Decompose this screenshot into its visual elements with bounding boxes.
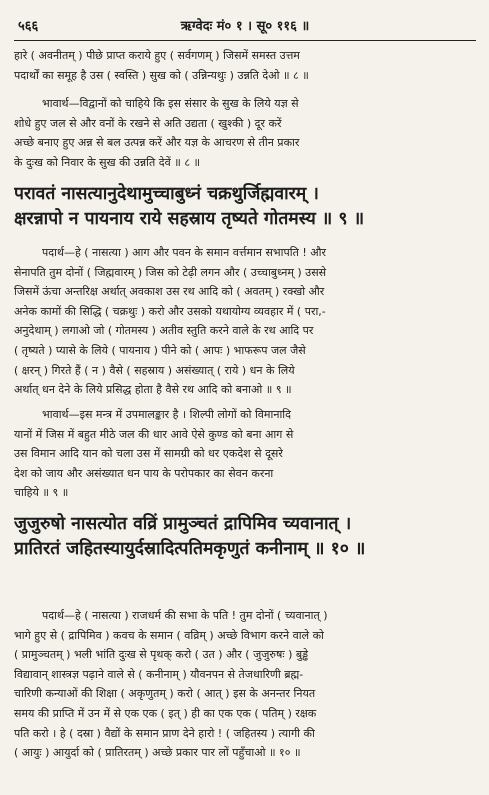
- text-line: पदार्थ—हे ( नासत्या ) आग और पवन के समान वर्त्तमान सभापति ! और: [42, 246, 327, 259]
- text-line: उस विमान आदि यान को चला उस में सामग्री को धर एकदेश से दूसरे: [14, 447, 283, 461]
- padarth-paragraph: [14, 243, 476, 400]
- continuation-paragraph: [14, 46, 476, 85]
- mantra-verse: [14, 182, 476, 232]
- bhavarth-paragraph: [14, 405, 476, 503]
- text-line: विद्यावान् शास्त्रज्ञ पढ़ाने वाले से ( कनीनाम् ) यौवनपन से तेजधारिणी ब्रह्म-: [14, 667, 304, 681]
- header-rule: [14, 40, 476, 41]
- text-line: ( क्षरन् ) गिरते हैं ( न ) वैसे ( सहस्राय ) असंख्यात् ( राये ) धन के लिये: [14, 363, 295, 377]
- text-line: अच्छे बनाए हुए अन्न से बल उत्पन्न करें और यज्ञ के आचरण से तीन प्रकार: [14, 136, 300, 150]
- text-line: देश को जाय और असंख्यात धन पाय के परोपकार का सेवन करना: [14, 466, 274, 480]
- page-header: [14, 10, 476, 34]
- text-line: ( आयुः ) आयुर्दा को ( प्रातिरतम् ) अच्छे प्रकार पार लों पहुँचाओ ॥ १० ॥: [14, 746, 301, 760]
- text-line: पदार्थ—हे ( नासत्या ) राजधर्म की सभा के पति ! तुम दोनों ( च्यवानात् ): [42, 609, 328, 622]
- text-line: सेनापति तुम दोनों ( जिह्मवारम् ) जिस को टेढ़ी लगन और ( उच्चाबुध्नम् ) उससे: [14, 265, 327, 279]
- text-line: यानों में जिस में बहुत मीठे जल की धार आवे ऐसे कुण्ड को बना आग से: [14, 427, 294, 441]
- text-line: पति करो । हे ( दस्रा ) वैद्यों के समान प्राण देने हारो ! ( जहितस्य ) त्यागी की: [14, 726, 315, 740]
- text-line: चारिणी कन्याओं की शिक्षा ( अकृणुतम् ) करो ( आत् ) इस के अनन्तर नियत: [14, 687, 316, 701]
- padarth-paragraph: [14, 606, 476, 763]
- text-line: ( तृष्यते ) प्यासे के लिये ( पायनाय ) पीने को ( आपः ) भाफरूप जल जैसे: [14, 343, 306, 357]
- bhavarth-paragraph: [14, 94, 476, 172]
- text-line: भावार्थ—विद्वानों को चाहिये कि इस संसार के सुख के लिये यज्ञ से: [42, 97, 299, 110]
- text-line: पदार्थों का समूह है उस ( स्वस्ति ) सुख को ( उन्निन्यथुः ) उन्नति देओ ॥ ८ ॥: [14, 68, 309, 82]
- running-title: ऋग्वेदः मं० १ । सू० ११६ ॥: [180, 19, 310, 34]
- text-line: भागे हुए से ( द्रापिमिव ) कवच के समान ( वव्रिम् ) अच्छे विभाग करने वाले को: [14, 628, 324, 642]
- text-line: ( प्रामुञ्चतम् ) भली भांति दुःख से पृथक् करो ( उत ) और ( जुजुरुषः ) बुड्ढे: [14, 648, 309, 662]
- verse-line: प्रातिरतं जहितस्यायुर्दस्रादित्पतिमकृणुतं कनीनाम् ॥ १० ॥: [14, 539, 366, 559]
- text-line: समय की प्राप्ति में उन में से एक एक ( इत् ) ही का एक एक ( पतिम् ) रक्षक: [14, 706, 317, 720]
- page-number: ५६६: [18, 19, 39, 34]
- text-line: अनुदेथाम् ) लगाओ जो ( गोतमस्य ) अतीव स्तुति करने वाले के रथ आदि पर: [14, 324, 314, 338]
- verse-line: जुजुरुषो नासत्योत वव्रिं प्रामुञ्चतं द्रापिमिव च्यवानात् ।: [14, 514, 352, 534]
- text-line: चाहिये ॥ ९ ॥: [14, 486, 69, 500]
- book-page: [14, 10, 476, 760]
- text-line: अनेक कामों की सिद्धि ( चक्रथुः ) करो और उसको यथायोग्य व्यवहार में ( परा,-: [14, 304, 326, 318]
- text-line: भावार्थ—इस मन्त्र में उपमालङ्कार है । शिल्पी लोगों को विमानादि: [42, 408, 291, 421]
- text-line: शोधे हुए जल से और वनों के रखने से अति उद्यता ( खुश्की ) दूर करें: [14, 116, 282, 130]
- text-line: जिसमें ऊंचा अन्तरिक्ष अर्थात् अवकाश उस रथ आदि को ( अवतम् ) रक्खो और: [14, 285, 325, 299]
- verse-line: परावतं नासत्यानुदेथामुच्चाबुध्नं चक्रथुर्जिह्मवारम् ।: [14, 184, 319, 204]
- text-line: अर्थात् धन देने के लिये प्रसिद्ध होता है वैसे रथ आदि को बनाओ ॥ ९ ॥: [14, 383, 292, 397]
- text-line: हारे ( अवनीतम् ) पीछे प्राप्त कराये हुए ( सर्वगणम् ) जिसमें समस्त उत्तम: [14, 49, 300, 62]
- mantra-verse: [14, 512, 476, 562]
- verse-line: क्षरन्नापो न पायनाय राये सहस्राय तृष्यते गोतमस्य ॥ ९ ॥: [14, 209, 365, 229]
- text-line: के दुःख को निवार के सुख की उन्नति देवें ॥ ८ ॥: [14, 155, 201, 169]
